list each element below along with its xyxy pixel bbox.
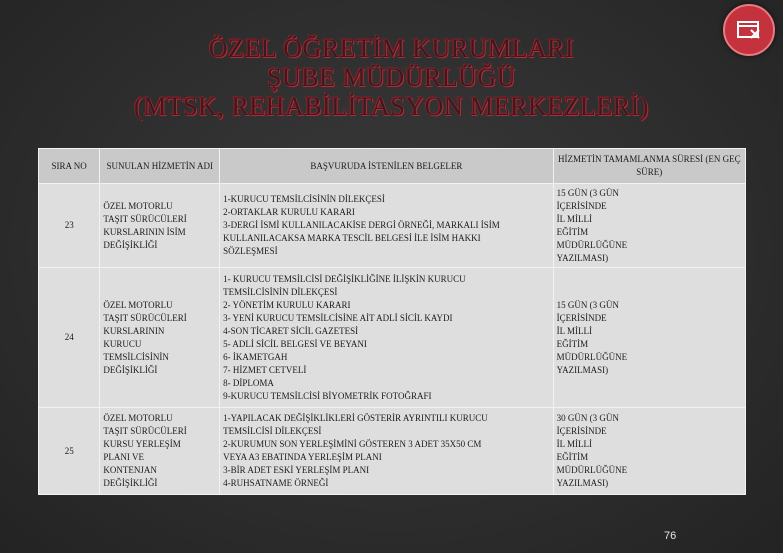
document-line: 8- DİPLOMA xyxy=(223,377,274,388)
service-line: TEMSİLCİSİNİN xyxy=(103,351,169,362)
slide-badge xyxy=(723,4,775,56)
document-line: 2-KURUMUN SON YERLEŞİMİNİ GÖSTEREN 3 ADET 35X50 CM xyxy=(223,439,482,449)
duration-line: MÜDÜRLÜĞÜNE xyxy=(556,465,628,475)
slide-title xyxy=(0,34,783,121)
document-line: 2-ORTAKLAR KURULU KARARI xyxy=(223,207,355,217)
title-line-3: (MTSK, REHABİLİTASYON MERKEZLERİ) xyxy=(134,92,649,121)
header-duration: HİZMETİN TAMAMLANMA SÜRESİ (EN GEÇ SÜRE) xyxy=(553,149,745,184)
services-table xyxy=(38,148,746,495)
duration-line: İÇERİSİNDE xyxy=(556,312,607,323)
table-header-row xyxy=(39,149,746,184)
document-line: 4-RUHSATNAME ÖRNEĞİ xyxy=(223,478,329,488)
document-line: 3-BİR ADET ESKİ YERLEŞİM PLANI xyxy=(223,465,370,475)
document-line: 9-KURUCU TEMSİLCİSİ BİYOMETRİK FOTOĞRAFI xyxy=(223,390,432,401)
document-line: 1- KURUCU TEMSİLCİSİ DEĞİŞİKLİĞİNE İLİŞKİN KURUCU xyxy=(223,273,466,284)
document-line: 1-KURUCU TEMSİLCİSİNİN DİLEKÇESİ xyxy=(223,194,385,204)
documents-cell xyxy=(220,268,554,408)
document-line: 5- ADLİ SİCİL BELGESİ VE BEYANI xyxy=(223,338,367,349)
documents-cell xyxy=(220,184,554,268)
duration-line: 15 GÜN (3 GÜN xyxy=(556,187,619,198)
slide-window-icon xyxy=(735,16,763,44)
document-line: 7- HİZMET CETVELİ xyxy=(223,364,307,375)
document-line: 2- YÖNETİM KURULU KARARI xyxy=(223,299,351,310)
service-line: KURSLARININ İSİM xyxy=(103,226,186,237)
duration-cell xyxy=(553,408,745,495)
row-number: 23 xyxy=(39,184,100,268)
duration-line: YAZILMASI) xyxy=(556,364,609,375)
document-line: VEYA A3 EBATINDA YERLEŞİM PLANI xyxy=(223,452,382,462)
service-line: TAŞIT SÜRÜCÜLERİ xyxy=(103,426,187,436)
documents-cell xyxy=(220,408,554,495)
duration-line: İL MİLLİ xyxy=(556,213,593,224)
duration-line: 30 GÜN (3 GÜN xyxy=(556,413,619,423)
service-line: ÖZEL MOTORLU xyxy=(103,200,173,211)
duration-cell xyxy=(553,268,745,408)
header-service-name: SUNULAN HİZMETİN ADI xyxy=(100,149,220,184)
duration-line: MÜDÜRLÜĞÜNE xyxy=(556,351,628,362)
service-line: DEĞİŞİKLİĞİ xyxy=(103,364,158,375)
service-line: TAŞIT SÜRÜCÜLERİ xyxy=(103,213,187,224)
page-number: 76 xyxy=(664,530,677,542)
service-line: ÖZEL MOTORLU xyxy=(103,299,173,310)
document-line: 1-YAPILACAK DEĞİŞİKLİKLERİ GÖSTERİR AYRINTILI KURUCU xyxy=(223,413,488,423)
service-line: TAŞIT SÜRÜCÜLERİ xyxy=(103,312,187,323)
duration-line: EĞİTİM xyxy=(556,338,589,349)
service-line: PLANI VE xyxy=(103,452,144,462)
duration-line: İL MİLLİ xyxy=(556,439,593,449)
header-documents: BAŞVURUDA İSTENİLEN BELGELER xyxy=(220,149,554,184)
title-line-2: ŞUBE MÜDÜRLÜĞÜ xyxy=(267,63,516,92)
duration-line: İÇERİSİNDE xyxy=(556,200,607,211)
document-line: TEMSİLCİSİ DİLEKÇESİ xyxy=(223,426,322,436)
service-name-cell xyxy=(100,184,220,268)
service-line: KURSU YERLEŞİM xyxy=(103,439,181,449)
document-line: KULLANILACAKSA MARKA TESCİL BELGESİ İLE İSİM HAKKI xyxy=(223,233,481,243)
duration-cell xyxy=(553,184,745,268)
document-line: SÖZLEŞMESİ xyxy=(223,246,278,256)
service-line: KURSLARININ xyxy=(103,325,165,336)
duration-line: EĞİTİM xyxy=(556,226,589,237)
service-name-cell xyxy=(100,408,220,495)
duration-line: YAZILMASI) xyxy=(556,252,609,263)
document-line: 3-DERGİ İSMİ KULLANILACAKİSE DERGİ ÖRNEĞİ, MARKALI İSİM xyxy=(223,220,500,230)
duration-line: MÜDÜRLÜĞÜNE xyxy=(556,239,628,250)
service-line: KONTENJAN xyxy=(103,465,157,475)
duration-line: YAZILMASI) xyxy=(556,478,609,488)
title-line-1: ÖZEL ÖĞRETİM KURUMLARI xyxy=(208,34,575,63)
table-row xyxy=(39,184,746,268)
row-number: 25 xyxy=(39,408,100,495)
service-line: ÖZEL MOTORLU xyxy=(103,413,173,423)
duration-line: İÇERİSİNDE xyxy=(556,426,607,436)
duration-line: EĞİTİM xyxy=(556,452,589,462)
row-number: 24 xyxy=(39,268,100,408)
document-line: TEMSİLCİSİNİN DİLEKÇESİ xyxy=(223,286,338,297)
service-name-cell xyxy=(100,268,220,408)
document-line: 4-SON TİCARET SİCİL GAZETESİ xyxy=(223,325,359,336)
service-line: DEĞİŞİKLİĞİ xyxy=(103,239,158,250)
duration-line: 15 GÜN (3 GÜN xyxy=(556,299,619,310)
document-line: 3- YENİ KURUCU TEMSİLCİSİNE AİT ADLİ SİCİL KAYDI xyxy=(223,312,453,323)
table-row xyxy=(39,268,746,408)
header-sira-no: SIRA NO xyxy=(39,149,100,184)
document-line: 6- İKAMETGAH xyxy=(223,351,288,362)
table-row xyxy=(39,408,746,495)
service-line: DEĞİŞİKLİĞİ xyxy=(103,478,158,488)
service-line: KURUCU xyxy=(103,338,142,349)
duration-line: İL MİLLİ xyxy=(556,325,593,336)
